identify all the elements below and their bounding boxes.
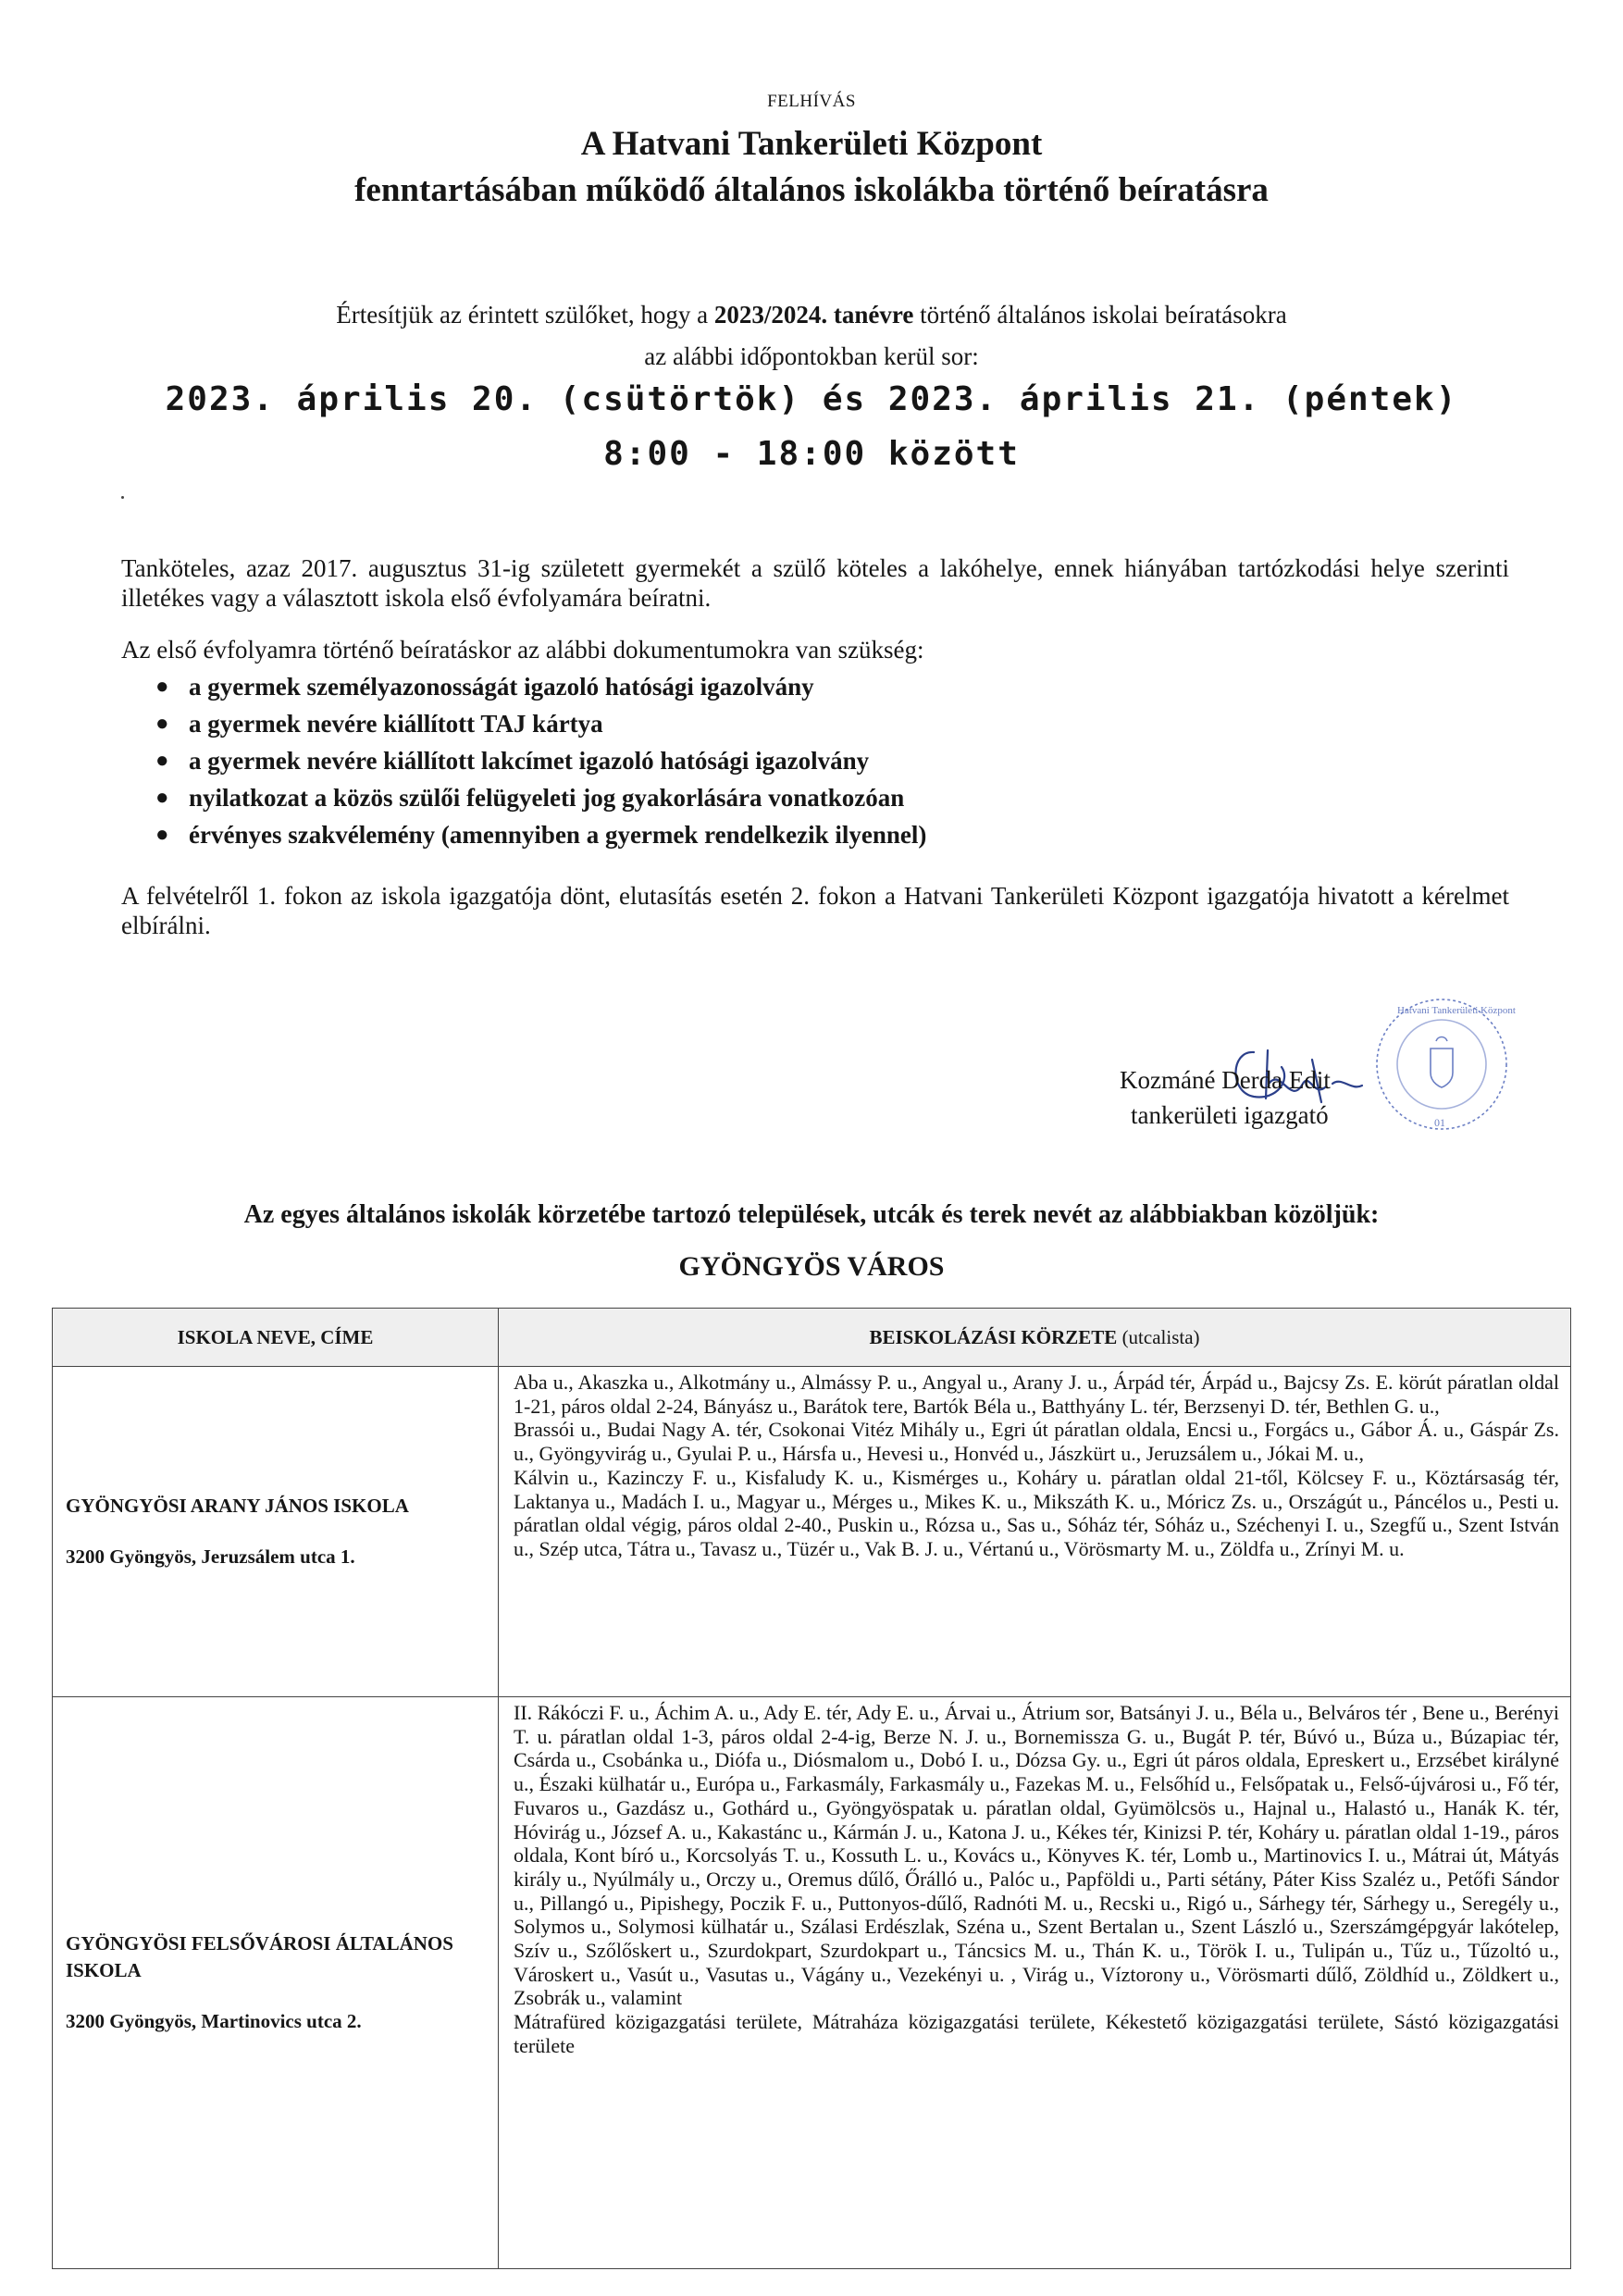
- list-item-text: a gyermek személyazonosságát igazoló hatósági igazolvány: [189, 673, 814, 701]
- stray-dot: [121, 496, 124, 499]
- list-item: [155, 668, 926, 705]
- list-item-text: a gyermek nevére kiállított lakcímet igazoló hatósági igazolvány: [189, 747, 870, 775]
- intro-line1: [0, 294, 1623, 336]
- stamp-ring-text: Hatvani Tankerületi Központ: [1397, 1005, 1516, 1016]
- school-address: 3200 Gyöngyös, Jeruzsálem utca 1.: [66, 1545, 355, 1568]
- street-list-paragraph: Kálvin u., Kazinczy F. u., Kisfaludy K. u., Kismérges u., Koháry u. páratlan oldal 21-től, Kölcsey F. u., Köztársaság tér, Laktanya u., Madách I. u., Magyar u., Mérges u., Mikes K. u., Mikszáth K. u., Móricz Zs. u., Országút u., Páncélos u., Pesti u. páratlan oldal végig, páros oldal 2-40., Puskin u., Rózsa u., Sas u., Sóház tér, Sóház u., Széchenyi I. u., Szegfű u., Szent István u., Szép utca, Tátra u., Tavasz u., Tüzér u., Vak B. J. u., Vértanú u., Vörösmarty M. u., Zöldfa u., Zrínyi M. u.: [514, 1465, 1559, 1560]
- district-section-heading: Az egyes általános iskolák körzetébe tartozó települések, utcák és terek nevét az alábbiakban közöljük:: [243, 1200, 1380, 1229]
- list-item: [155, 816, 926, 853]
- school-name: GYÖNGYÖSI FELSŐVÁROSI ÁLTALÁNOS ISKOLA: [66, 1932, 453, 1981]
- street-list-paragraph: II. Rákóczi F. u., Áchim A. u., Ady E. tér, Ady E. u., Árvai u., Átrium sor, Batsányi J. u., Béla u., Belváros tér , Bene u., Berényi T. u. páratlan oldal 1-3, páros oldal 2-4-ig, Berze N. J. u., Bornemissza G. u., Bugát P. tér, Búvó u., Búza u., Búzapiac tér, Csárda u., Csobánka u., Diófa u., Diósmalom u., Dobó I. u., Dózsa Gy. u., Egri út páros oldala, Epreskert u., Erzsébet királyné u., Északi külhatár u., Európa u., Farkasmály, Farkasmály u., Fazekas M. u., Felsőhíd u., Felsőpatak u., Felső-újvárosi u., Fő tér, Fuvaros u., Gazdász u., Gothárd u., Gyöngyöspatak u. páratlan oldal, Gyümölcsös u., Hajnal u., Halastó u., Hanák K. tér, Hóvirág u., József A. u., Kakastánc u., Kármán J. u., Katona J. u., Kékes tér, Kinizsi P. tér, Koháry u. páratlan oldal 1-19., páros oldala, Kont bíró u., Korcsolyás T. u., Kossuth L. u., Kovács u., Könyves K. tér, Lomb u., Martinovics I. u., Mátrai út, Mátyás király u., Nyúlmály u., Orczy u., Oremus dűlő, Őrálló u., Palóc u., Papföldi u., Parti sétány, Páter Kiss Szaléz u., Petőfi Sándor u., Pillangó u., Pipishegy, Poczik F. u., Puttonyos-dűlő, Radnóti M. u., Recski u., Rigó u., Sárhegy tér, Sárhegy u., Seregély u., Solymos u., Solymosi külhatár u., Szálasi Erdészlak, Széna u., Szent Bertalan u., Szent László u., Szerszámgépgyár lakótelep, Szív u., Szőlőskert u., Szurdokpart, Szurdokpart u., Táncsics M. u., Thán K. u., Török I. u., Tulipán u., Tűz u., Tűzoltó u., Városkert u., Vasút u., Vasutas u., Vágány u., Vezekényi u. , Virág u., Víztorony u., Vörösmarti dűlő, Zöldhíd u., Zöldkert u., Zsobrák u., valamint: [514, 1701, 1559, 2010]
- bullet-icon: ●: [155, 786, 169, 810]
- list-item-text: nyilatkozat a közös szülői felügyeleti jog gyakorlására vonatkozóan: [189, 784, 905, 812]
- school-name: GYÖNGYÖSI ARANY JÁNOS ISKOLA: [66, 1495, 409, 1517]
- school-cell: [53, 1697, 499, 2269]
- enrollment-dates: 2023. április 20. (csütörtök) és 2023. április 21. (péntek): [165, 380, 1458, 418]
- street-list-paragraph: Mátrafüred közigazgatási területe, Mátraháza közigazgatási területe, Kékestető közigazgatási területe, Sástó közigazgatási területe: [514, 2010, 1559, 2057]
- required-documents-list: [155, 668, 926, 853]
- bullet-icon: ●: [155, 712, 169, 736]
- notice-title-line2: fenntartásában működő általános iskolákba történő beíratásra: [354, 171, 1269, 209]
- street-list-paragraph: Aba u., Akaszka u., Alkotmány u., Almássy P. u., Angyal u., Arany J. u., Árpád tér, Árpád u., Bajcsy Zs. E. körút páratlan oldal 1-21, páros oldal 2-24, Bányász u., Barátok tere, Bartók Béla u., Batthyány L. tér, Berzsenyi D. tér, Bethlen G. u.,: [514, 1371, 1559, 1418]
- appeal-paragraph: A felvételről 1. fokon az iskola igazgatója dönt, elutasítás esetén 2. fokon a Hatvani Tankerületi Központ igazgatója hivatott a kérelmet elbírálni.: [121, 882, 1509, 939]
- column-header-school: ISKOLA NEVE, CÍME: [53, 1309, 499, 1367]
- city-heading: GYÖNGYÖS VÁROS: [678, 1251, 945, 1282]
- list-item: [155, 705, 926, 742]
- table-header-row: [53, 1309, 1571, 1367]
- bullet-icon: ●: [155, 675, 169, 699]
- list-item-text: a gyermek nevére kiállított TAJ kártya: [189, 710, 603, 738]
- table-row: [53, 1697, 1571, 2269]
- signatory-role: tankerületi igazgató: [1131, 1101, 1329, 1129]
- signatory-name: Kozmáné Derda Edit: [1120, 1066, 1331, 1094]
- intro-text: [0, 294, 1623, 378]
- district-streets-cell: [499, 1367, 1571, 1697]
- street-list-paragraph: Brassói u., Budai Nagy A. tér, Csokonai Vitéz Mihály u., Egri út páratlan oldala, Encsi u., Forgács u., Gábor Á. u., Gáspár Zs. u., Gyöngyvirág u., Gyulai P. u., Hársfa u., Hevesi u., Honvéd u., Jászkürt u., Jeruzsálem u., Jókai M. u.,: [514, 1418, 1559, 1466]
- notice-title-line1: A Hatvani Tankerületi Központ: [580, 125, 1043, 163]
- list-item: [155, 779, 926, 816]
- intro-school-year: 2023/2024. tanévre: [713, 301, 914, 329]
- enrollment-hours: 8:00 - 18:00 között: [603, 435, 1020, 473]
- obligation-paragraph: Tanköteles, azaz 2017. augusztus 31-ig született gyermekét a szülő köteles a lakóhelye, ennek hiányában tartózkodási helye szerinti illetékes vagy a választott iskola első évfolyamára beíratni.: [121, 554, 1509, 612]
- bullet-icon: ●: [155, 823, 169, 847]
- table-row: [53, 1367, 1571, 1697]
- column-header-district-label: BEISKOLÁZÁSI KÖRZETE: [869, 1325, 1118, 1348]
- documents-intro: Az első évfolyamra történő beíratáskor az alábbi dokumentumokra van szükség:: [121, 636, 924, 664]
- school-address: 3200 Gyöngyös, Martinovics utca 2.: [66, 2010, 362, 2032]
- notice-kicker: FELHÍVÁS: [767, 92, 856, 111]
- list-item-text: érvényes szakvélemény (amennyiben a gyermek rendelkezik ilyennel): [189, 821, 927, 849]
- intro-line1-post: történő általános iskolai beíratásokra: [913, 301, 1287, 329]
- stamp-number: 01: [1434, 1116, 1445, 1129]
- district-streets-cell: [499, 1697, 1571, 2269]
- column-header-district-suffix: (utcalista): [1117, 1325, 1200, 1348]
- column-header-district: [499, 1309, 1571, 1367]
- bullet-icon: ●: [155, 749, 169, 773]
- school-district-table: [52, 1308, 1571, 2269]
- school-cell: [53, 1367, 499, 1697]
- list-item: [155, 742, 926, 779]
- intro-line1-pre: Értesítjük az érintett szülőket, hogy a: [336, 301, 714, 329]
- intro-line2: az alábbi időpontokban kerül sor:: [644, 342, 979, 370]
